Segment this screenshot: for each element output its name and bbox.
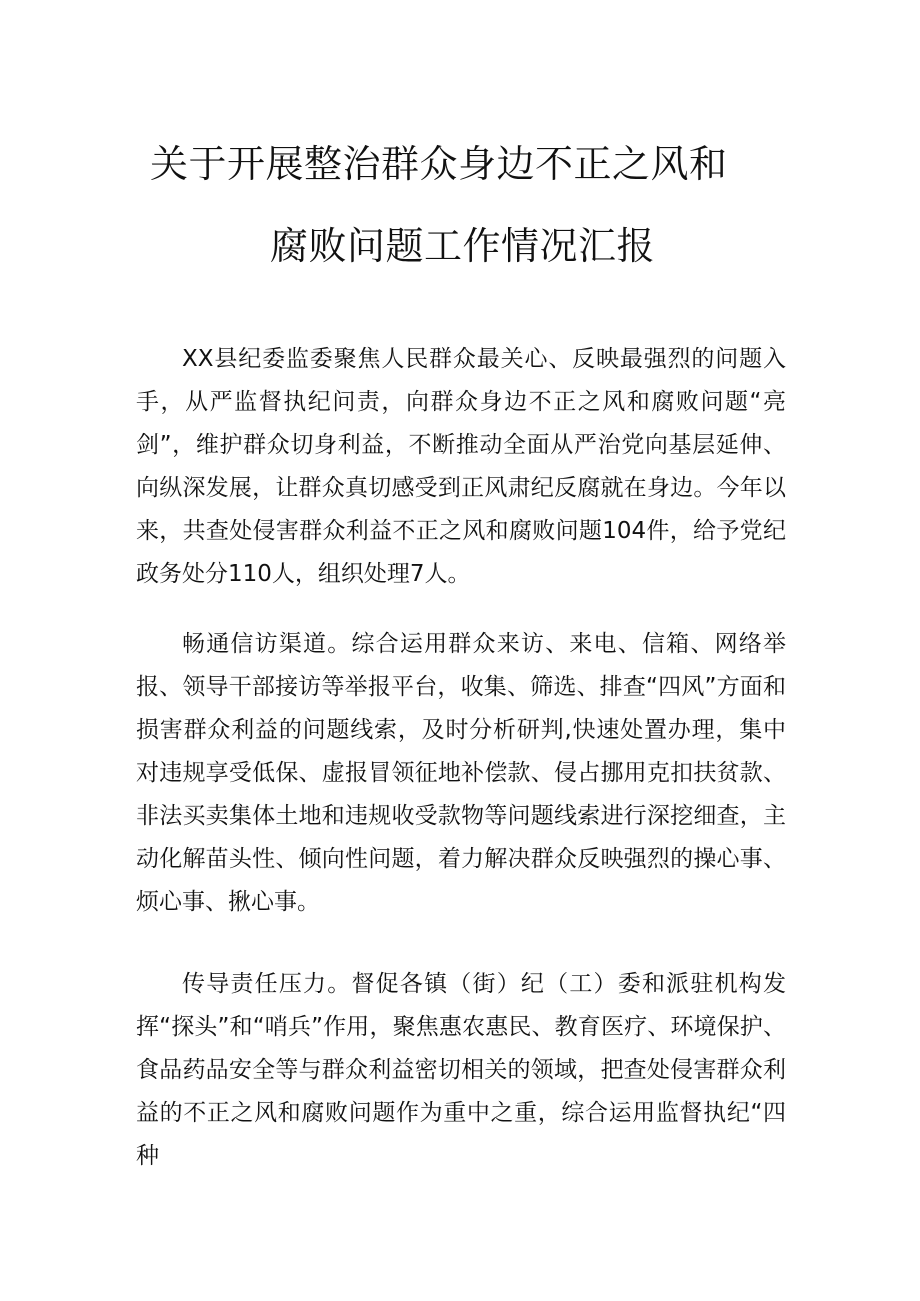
body-paragraph-petition-channels: 畅通信访渠道。综合运用群众来访、来电、信箱、网络举报、领导干部接访等举报平台，收集、筛选、排查“四风”方面和损害群众利益的问题线索，及时分析研判,快速处置办理，集中对违规享受低保、虚报冒领征地补偿款、侵占挪用克扣扶贫款、非法买卖集体土地和违规收受款物等问题线索进行深挖细查，主动化解苗头性、倾向性问题，着力解决群众反映强烈的操心事、烦心事、揪心事。 <box>136 631 786 915</box>
document-title-line-2: 腐败问题工作情况汇报 <box>270 224 656 268</box>
document-title-line-1: 关于开展整治群众身边不正之风和 <box>150 142 728 186</box>
body-paragraph-overview: XX县纪委监委聚焦人民群众最关心、反映最强烈的问题入手，从严监督执纪问责，向群众身边不正之风和腐败问题“亮剑”，维护群众切身利益，不断推动全面从严治党向基层延伸、向纵深发展，让群众真切感受到正风肃纪反腐就在身边。今年以来，共查处侵害群众利益不正之风和腐败问题104件，给予党纪政务处分110人，组织处理7人。 <box>136 346 786 587</box>
body-paragraph-responsibility: 传导责任压力。督促各镇（街）纪（工）委和派驻机构发挥“探头”和“哨兵”作用，聚焦惠农惠民、教育医疗、环境保护、食品药品安全等与群众利益密切相关的领域，把查处侵害群众利益的不正之风和腐败问题作为重中之重，综合运用监督执纪“四种 <box>136 971 786 1169</box>
